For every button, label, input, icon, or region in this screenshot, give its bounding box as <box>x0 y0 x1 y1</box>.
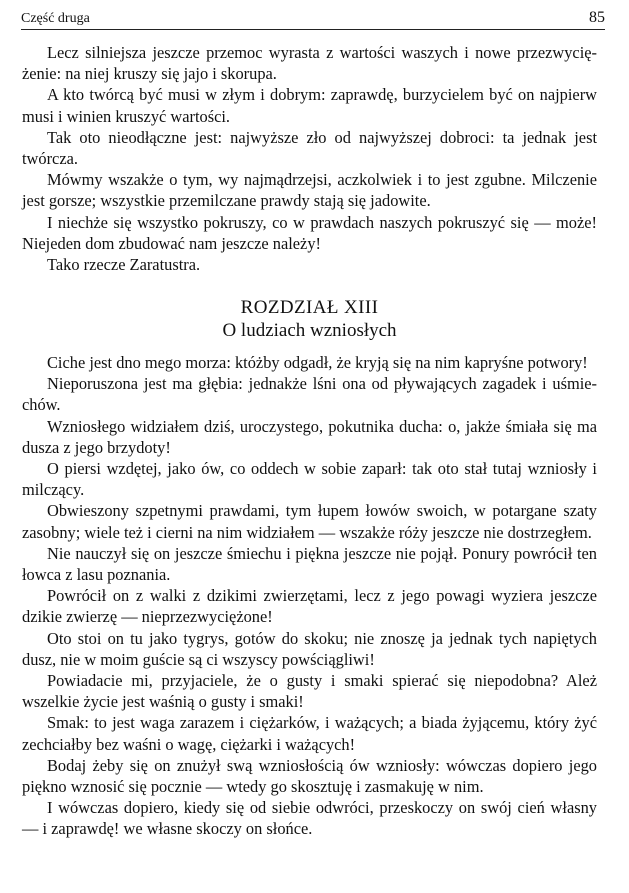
paragraph: Powrócił on z walki z dzikimi zwierzętami, lecz z jego powagi wyziera jeszcze dzikie zwierzę — nieprzezwyciężone! <box>22 586 597 627</box>
paragraph: Nie nauczył się on jeszcze śmiechu i piękna jeszcze nie pojął. Ponury powrócił ten łowca z lasu poznania. <box>22 543 597 585</box>
paragraph: Tak oto nieodłączne jest: najwyższe zło od najwyższej dobroci: ta jednak jest twórcza. <box>22 127 597 169</box>
intro-text <box>22 42 597 275</box>
paragraph: Powiadacie mi, przyjaciele, że o gusty i smaki spierać się niepodobna? Ależ wszelkie życie jest waśnią o gusty i smaki! <box>22 671 597 712</box>
paragraph: Smak: to jest waga zarazem i ciężarków, i ważących; a biada żyjącemu, który żyć zechciałby bez waśni o wagę, ciężarki i ważących! <box>22 713 597 754</box>
paragraph: Lecz silniejsza jeszcze przemoc wyrasta z wartości waszych i nowe przezwyciężenie: na niej kruszy się jajo i skorupa. <box>22 43 597 84</box>
paragraph: Wzniosłego widziałem dziś, uroczystego, pokutnika ducha: o, jakże śmiała się ma dusza z jego brzydoty! <box>22 416 597 457</box>
paragraph: Ciche jest dno mego morza: któżby odgadł, że kryją się na nim kapryśne potwory! <box>47 353 588 372</box>
paragraph: Mówmy wszakże o tym, wy najmądrzejsi, aczkolwiek i to jest zgubne. Milczenie jest gorsze; wszystkie przemilczane prawdy stają się jadowite. <box>22 170 597 211</box>
paragraph: I wówczas dopiero, kiedy się od siebie odwróci, przeskoczy on swój cień własny — i zaprawdę! we własne skoczy on słońce. <box>22 798 597 839</box>
chapter-number: ROZDZIAŁ XIII <box>240 297 379 318</box>
chapter-title: O ludziach wzniosłych <box>222 320 397 341</box>
closing-line: Tako rzecze Zaratustra. <box>47 255 201 275</box>
running-header <box>21 9 605 30</box>
paragraph: A kto twórcą być musi w złym i dobrym: zaprawdę, burzycielem być on najpierw musi i winien kruszyć wartości. <box>22 85 597 126</box>
paragraph: Bodaj żeby się on znużył swą wzniosłością ów wzniosły: wówczas dopiero jego piękno wznosić się pocznie — wtedy go skosztuję i zasmakuję w nim. <box>22 755 597 797</box>
page-number: 85 <box>589 9 605 26</box>
paragraph: O piersi wzdętej, jako ów, co oddech w sobie zaparł: tak oto stał tutaj wzniosły i milczący. <box>22 459 597 500</box>
chapter-text <box>22 352 597 840</box>
paragraph: I niechże się wszystko pokruszy, co w prawdach naszych pokruszyć się — może! Niejeden dom zbudować nam jeszcze należy! <box>22 212 597 253</box>
section-title: Część druga <box>21 11 90 26</box>
paragraph: Oto stoi on tu jako tygrys, gotów do skoku; nie znoszę ja jednak tych napiętych dusz, nie w moim guście są ci wszyscy powściągliwi! <box>22 628 597 669</box>
paragraph: Nieporuszona jest ma głębia: jednakże lśni ona od pływających zagadek i uśmiechów. <box>22 374 597 415</box>
chapter-heading <box>22 296 597 343</box>
paragraph: Obwieszony szpetnymi prawdami, tym łupem łowów swoich, w potargane szaty zasobny; wiele też i cierni na nim widziałem — wszakże róży jeszcze nie dostrzegłem. <box>22 501 597 542</box>
